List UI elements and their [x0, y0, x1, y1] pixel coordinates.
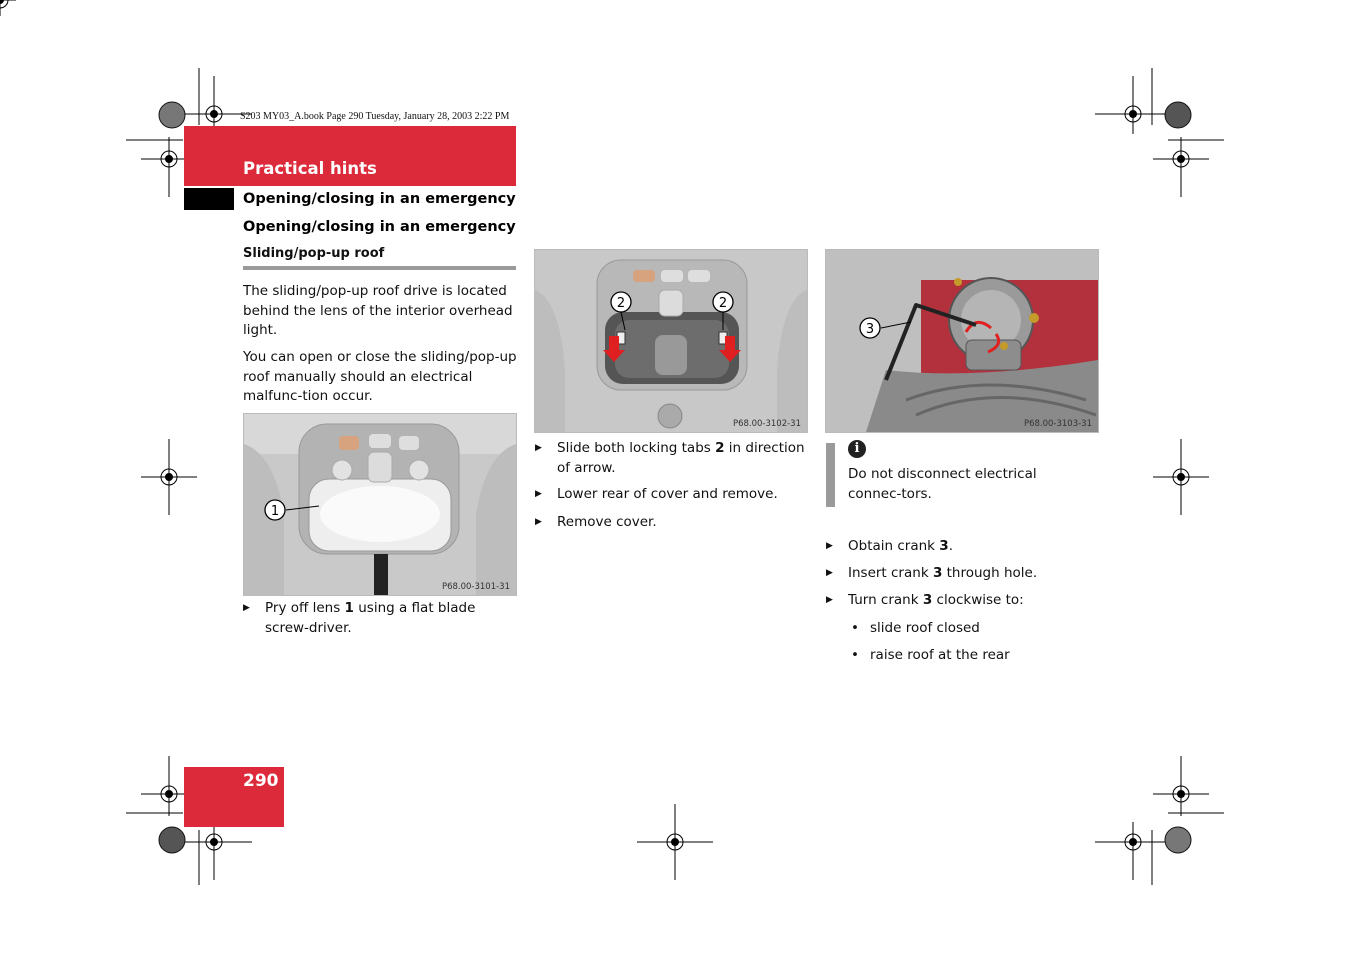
info-icon: i — [848, 440, 866, 458]
info-note-bar — [826, 443, 835, 507]
header-tab-marker — [184, 188, 234, 210]
page-number: 290 — [243, 771, 279, 791]
figure-code-2: P68.00-3102-31 — [732, 419, 801, 429]
step-lower-cover: ▶ Lower rear of cover and remove. — [535, 485, 807, 505]
callout-2-right: 2 — [718, 296, 728, 311]
subheading-rule — [243, 266, 516, 270]
step-insert-crank: ▶ Insert crank 3 through hole. — [826, 564, 1108, 584]
intro-paragraph-2: You can open or close the sliding/pop-up roof manually should an electrical malfunc-tion occur. — [243, 349, 517, 404]
callout-3: 3 — [865, 322, 875, 337]
step-pry-off-lens: ▶ Pry off lens 1 using a flat blade screw-driver. — [243, 599, 517, 638]
figure-code-1: P68.00-3101-31 — [441, 582, 510, 592]
figure-overhead-light — [243, 413, 517, 596]
figure-locking-tabs — [534, 249, 808, 433]
subitem-raise-roof-rear: • raise roof at the rear — [848, 646, 1110, 666]
step-obtain-crank: ▶ Obtain crank 3. — [826, 537, 1108, 557]
callout-2-left: 2 — [616, 296, 626, 311]
subheading: Sliding/pop-up roof — [243, 246, 385, 261]
subitem-slide-roof-closed: • slide roof closed — [848, 619, 1110, 639]
book-info-line: S203 MY03_A.book Page 290 Tuesday, January 28, 2003 2:22 PM — [240, 111, 510, 122]
crank-illustration — [826, 250, 1098, 432]
step-turn-crank: ▶ Turn crank 3 clockwise to: — [826, 591, 1108, 611]
info-note-text: Do not disconnect electrical connec-tors. — [848, 466, 1037, 502]
section-title: Practical hints — [243, 159, 377, 178]
callout-1: 1 — [270, 504, 280, 519]
locking-tabs-illustration — [535, 250, 807, 432]
step-remove-cover: ▶ Remove cover. — [535, 513, 807, 533]
running-heading: Opening/closing in an emergency — [243, 191, 516, 207]
figure-crank — [825, 249, 1099, 433]
figure-code-3: P68.00-3103-31 — [1023, 419, 1092, 429]
step-slide-tabs: ▶ Slide both locking tabs 2 in direction of arrow. — [535, 439, 807, 478]
overhead-light-illustration — [244, 414, 516, 595]
intro-paragraph-1: The sliding/pop-up roof drive is located behind the lens of the interior overhead light. — [243, 283, 513, 338]
page-heading: Opening/closing in an emergency — [243, 219, 516, 235]
